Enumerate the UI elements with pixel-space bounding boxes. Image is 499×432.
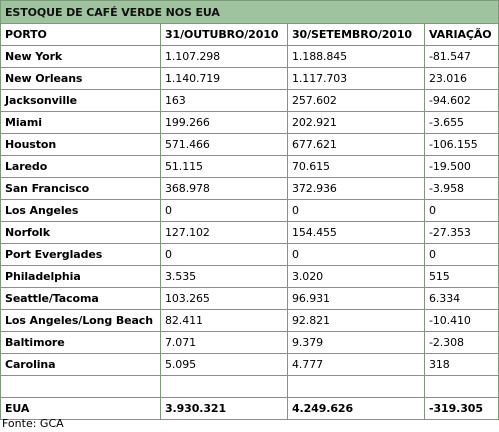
october-value: 163: [161, 90, 288, 112]
table-row: [1, 156, 499, 178]
header-row: [1, 24, 499, 46]
september-value: 202.921: [288, 112, 425, 134]
port-name: Houston: [1, 134, 161, 156]
september-value: 70.615: [288, 156, 425, 178]
table-row: [1, 134, 499, 156]
variation-value: 23.016: [425, 68, 499, 90]
september-value: 1.188.845: [288, 46, 425, 68]
port-name: Norfolk: [1, 222, 161, 244]
port-name: Laredo: [1, 156, 161, 178]
source-note: Fonte: GCA: [2, 417, 64, 430]
port-name: New Orleans: [1, 68, 161, 90]
port-name: Carolina: [1, 354, 161, 376]
header-october: 31/OUTUBRO/2010: [161, 24, 288, 46]
port-name: Port Everglades: [1, 244, 161, 266]
table-row: [1, 288, 499, 310]
total-september: 4.249.626: [288, 398, 425, 420]
table-row: [1, 354, 499, 376]
empty-cell: [288, 376, 425, 398]
october-value: 1.140.719: [161, 68, 288, 90]
empty-cell: [1, 376, 161, 398]
table-row: [1, 244, 499, 266]
october-value: 82.411: [161, 310, 288, 332]
variation-value: 318: [425, 354, 499, 376]
september-value: 92.821: [288, 310, 425, 332]
table-row: [1, 310, 499, 332]
september-value: 257.602: [288, 90, 425, 112]
september-value: 96.931: [288, 288, 425, 310]
port-name: Miami: [1, 112, 161, 134]
variation-value: -27.353: [425, 222, 499, 244]
october-value: 571.466: [161, 134, 288, 156]
september-value: 4.777: [288, 354, 425, 376]
october-value: 51.115: [161, 156, 288, 178]
variation-value: -19.500: [425, 156, 499, 178]
port-name: Los Angeles: [1, 200, 161, 222]
table-row: [1, 200, 499, 222]
table-row: [1, 332, 499, 354]
title-row: [1, 1, 499, 24]
table-row: [1, 178, 499, 200]
table-row: [1, 90, 499, 112]
variation-value: -3.958: [425, 178, 499, 200]
september-value: 372.936: [288, 178, 425, 200]
october-value: 368.978: [161, 178, 288, 200]
total-october: 3.930.321: [161, 398, 288, 420]
port-name: San Francisco: [1, 178, 161, 200]
variation-value: 0: [425, 200, 499, 222]
october-value: 199.266: [161, 112, 288, 134]
october-value: 5.095: [161, 354, 288, 376]
september-value: 9.379: [288, 332, 425, 354]
port-name: Baltimore: [1, 332, 161, 354]
table-title: ESTOQUE DE CAFÉ VERDE NOS EUA: [1, 1, 499, 24]
total-variation: -319.305: [425, 398, 499, 420]
september-value: 3.020: [288, 266, 425, 288]
port-name: New York: [1, 46, 161, 68]
october-value: 1.107.298: [161, 46, 288, 68]
table-row: [1, 222, 499, 244]
table-row: [1, 68, 499, 90]
variation-value: 0: [425, 244, 499, 266]
september-value: 677.621: [288, 134, 425, 156]
port-name: Philadelphia: [1, 266, 161, 288]
table-row: [1, 112, 499, 134]
variation-value: -3.655: [425, 112, 499, 134]
october-value: 0: [161, 244, 288, 266]
table-row: [1, 266, 499, 288]
september-value: 0: [288, 244, 425, 266]
variation-value: 515: [425, 266, 499, 288]
variation-value: -81.547: [425, 46, 499, 68]
october-value: 7.071: [161, 332, 288, 354]
october-value: 0: [161, 200, 288, 222]
total-label: EUA: [1, 398, 161, 420]
empty-row: [1, 376, 499, 398]
empty-cell: [425, 376, 499, 398]
header-variation: VARIAÇÃO: [425, 24, 499, 46]
september-value: 1.117.703: [288, 68, 425, 90]
variation-value: -2.308: [425, 332, 499, 354]
empty-cell: [161, 376, 288, 398]
october-value: 127.102: [161, 222, 288, 244]
port-name: Seattle/Tacoma: [1, 288, 161, 310]
variation-value: -94.602: [425, 90, 499, 112]
port-name: Jacksonville: [1, 90, 161, 112]
header-port: PORTO: [1, 24, 161, 46]
variation-value: -106.155: [425, 134, 499, 156]
variation-value: 6.334: [425, 288, 499, 310]
variation-value: -10.410: [425, 310, 499, 332]
total-row: [1, 398, 499, 420]
october-value: 3.535: [161, 266, 288, 288]
header-september: 30/SETEMBRO/2010: [288, 24, 425, 46]
september-value: 154.455: [288, 222, 425, 244]
table-row: [1, 46, 499, 68]
october-value: 103.265: [161, 288, 288, 310]
port-name: Los Angeles/Long Beach: [1, 310, 161, 332]
september-value: 0: [288, 200, 425, 222]
